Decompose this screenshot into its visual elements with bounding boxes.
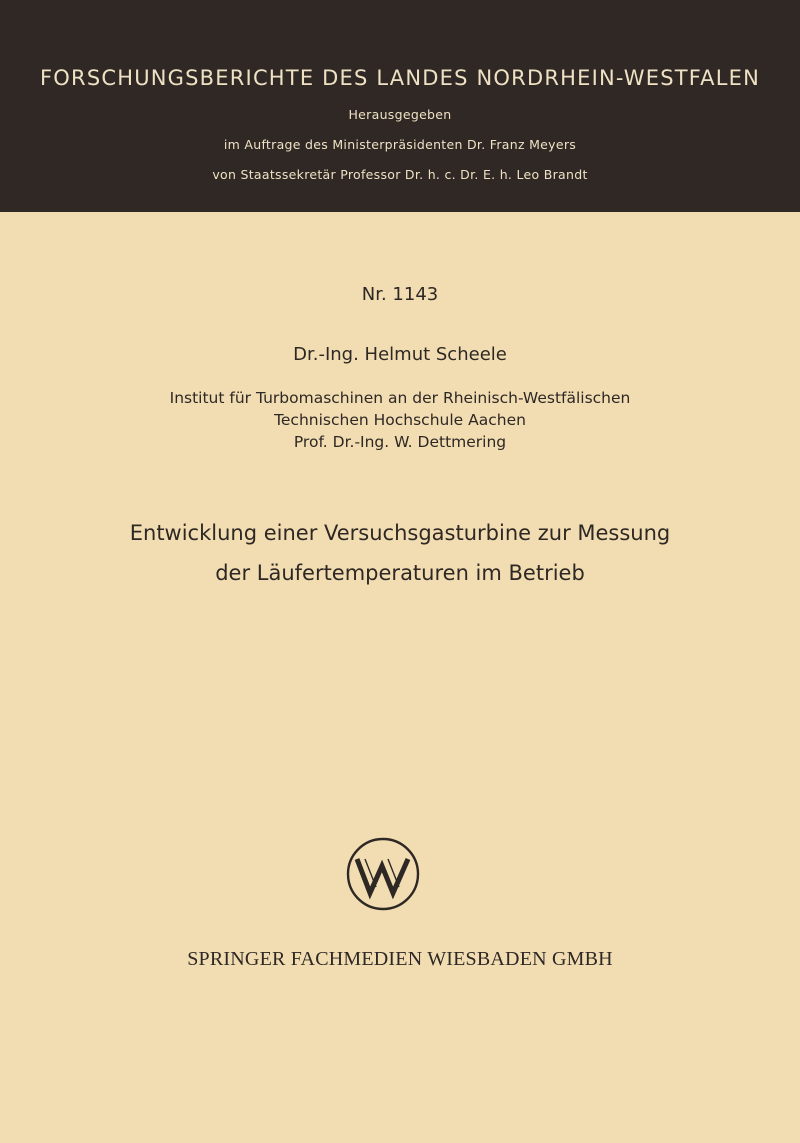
publisher-logo-icon — [345, 836, 421, 912]
institute-line-2: Technischen Hochschule Aachen — [274, 411, 526, 429]
volume-number: Nr. 1143 — [361, 284, 439, 305]
book-title-line-1: Entwicklung einer Versuchsgasturbine zur Messung — [129, 521, 671, 545]
institute-line-1: Institut für Turbomaschinen an der Rheinisch-Westfälischen — [169, 389, 631, 407]
institute-line-3: Prof. Dr.-Ing. W. Dettmering — [293, 433, 507, 451]
header-band — [0, 0, 800, 212]
editor-line-3: von Staatssekretär Professor Dr. h. c. Dr. E. h. Leo Brandt — [212, 167, 588, 182]
author-name: Dr.-Ing. Helmut Scheele — [293, 344, 507, 365]
series-title: FORSCHUNGSBERICHTE DES LANDES NORDRHEIN-WESTFALEN — [40, 66, 760, 90]
book-title-line-2: der Läufertemperaturen im Betrieb — [215, 561, 585, 585]
editor-line-1: Herausgegeben — [348, 107, 452, 122]
editor-line-2: im Auftrage des Ministerpräsidenten Dr. Franz Meyers — [223, 137, 577, 152]
publisher-name: SPRINGER FACHMEDIEN WIESBADEN GMBH — [187, 948, 613, 970]
